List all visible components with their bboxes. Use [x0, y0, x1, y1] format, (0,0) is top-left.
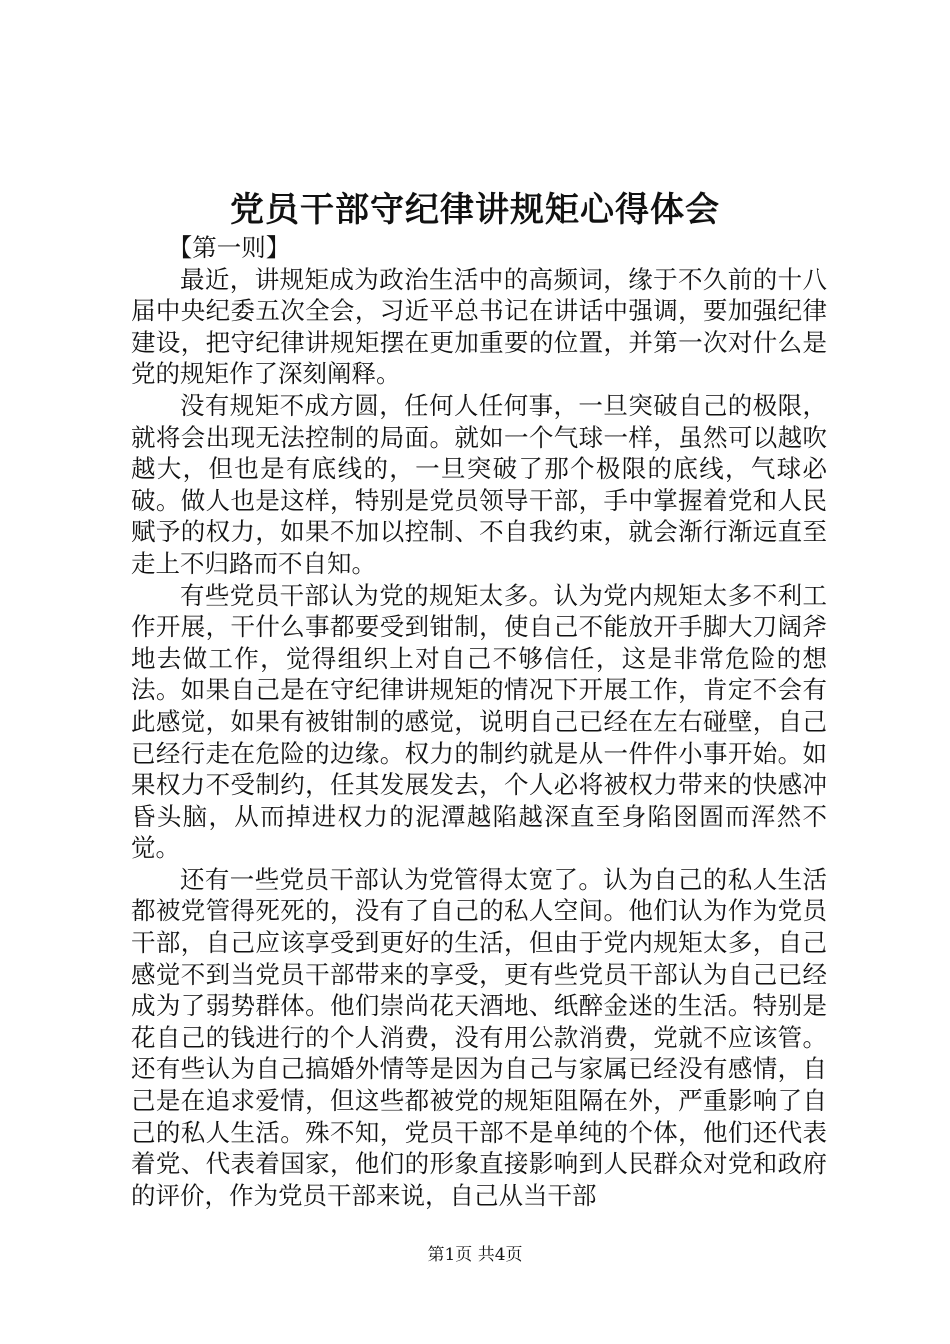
document-body — [131, 232, 827, 1211]
paragraph-2: 没有规矩不成方圆，任何人任何事，一旦突破自己的极限，就将会出现无法控制的局面。就如一个气球一样，虽然可以越吹越大，但也是有底线的，一旦突破了那个极限的底线，气球必破。做人也是这样，特别是党员领导干部，手中掌握着党和人民赋予的权力，如果不加以控制、不自我约束，就会渐行渐远直至走上不归路而不自知。 — [131, 390, 827, 578]
section-label: 【第一则】 — [167, 233, 291, 262]
paragraph-4: 还有一些党员干部认为党管得太宽了。认为自己的私人生活都被党管得死死的，没有了自己的私人空间。他们认为作为党员干部，自己应该享受到更好的生活，但由于党内规矩太多，自己感觉不到当党员干部带来的享受，更有些党员干部认为自己已经成为了弱势群体。他们崇尚花天酒地、纸醉金迷的生活。特别是花自己的钱进行的个人消费，没有用公款消费，党就不应该管。还有些认为自己搞婚外情等是因为自己与家属已经没有感情，自己是在追求爱情，但这些都被党的规矩阻隔在外，严重影响了自己的私人生活。殊不知，党员干部不是单纯的个体，他们还代表着党、代表着国家，他们的形象直接影响到人民群众对党和政府的评价，作为党员干部来说，自己从当干部 — [131, 864, 827, 1210]
document-title: 党员干部守纪律讲规矩心得体会 — [230, 190, 720, 230]
page-footer: 第1页 共4页 — [427, 1245, 523, 1265]
paragraph-1: 最近，讲规矩成为政治生活中的高频词，缘于不久前的十八届中央纪委五次全会，习近平总书记在讲话中强调，要加强纪律建设，把守纪律讲规矩摆在更加重要的位置，并第一次对什么是党的规矩作了深刻阐释。 — [131, 264, 827, 389]
paragraph-3: 有些党员干部认为党的规矩太多。认为党内规矩太多不利工作开展，干什么事都要受到钳制，使自己不能放开手脚大刀阔斧地去做工作，觉得组织上对自己不够信任，这是非常危险的想法。如果自己是在守纪律讲规矩的情况下开展工作，肯定不会有此感觉，如果有被钳制的感觉，说明自己已经在左右碰壁，自己已经行走在危险的边缘。权力的制约就是从一件件小事开始。如果权力不受制约，任其发展发去，个人必将被权力带来的快感冲昏头脑，从而掉进权力的泥潭越陷越深直至身陷囹圄而浑然不觉。 — [131, 580, 827, 863]
